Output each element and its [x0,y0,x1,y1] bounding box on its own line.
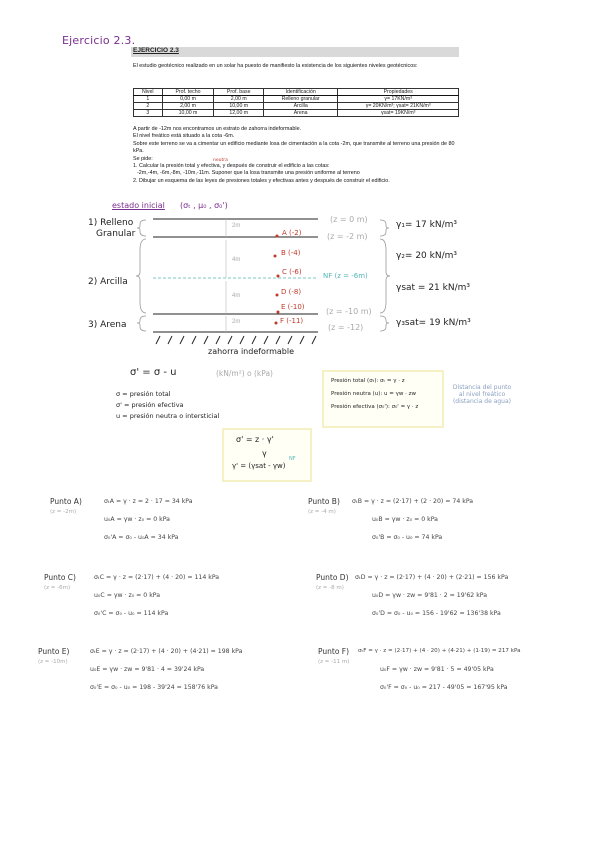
point-f-total: σₜF = γ · z = (2·17) + (4 · 20) + (4·21) + (1·19) = 217 kPa [358,648,521,654]
point-e-title: Punto E) [38,647,70,656]
bedrock-hatch [156,336,316,344]
point-e-cota: (z = -10m) [38,659,68,665]
page-heading: Ejercicio 2.3. [62,34,136,47]
layer-3-thickness: 2m [232,319,241,325]
layer-2-gamma-sat: γsat = 21 kN/m³ [396,283,470,293]
layer-2-gamma: γ₂= 20 kN/m³ [396,251,458,261]
layer-3-gamma-sat: γ₃sat= 19 kN/m³ [396,318,471,328]
table-cell: 2,00 m [214,96,263,103]
table-cell: 10,00 m [162,110,214,117]
point-f-effective: σ₀'F = σ₀ - u₀ = 217 - 49'05 = 167'95 kPa [380,684,508,691]
point-e-label: E (-10) [281,303,305,311]
formula-note-line3: (distancia de agua) [452,398,512,405]
layer-1-name: 1) Relleno [88,218,134,228]
depth-label-0: (z = 0 m) [330,215,368,224]
symbol-total: σ = presión total [116,390,171,398]
point-e-effective: σ₀'E = σ₀ - u₀ = 198 - 39'24 = 158'76 kPa [90,684,218,691]
table-cell: 2,00 m [162,103,214,110]
formula-note-line2: al nivel freático [458,391,506,398]
point-d-label: D (-8) [281,288,302,296]
effective-weight-gamma: γ [262,449,267,458]
diagram-title: estado inicial [112,201,165,210]
exercise-para-3: Sobre este terreno se va a cimentar un edificio mediante losa de cimentación a la cota -2m, que transmite al terreno una presión de 80 kPa. [133,141,455,154]
task-intro: Se pide: [133,156,153,162]
table-cell: γ= 20KN/m³; γsat= 21KN/m³ [338,103,459,110]
table-header: Prof. base [214,89,263,96]
table-header: Propiedades [338,89,459,96]
brace-layer-2 [136,239,146,313]
point-a-marker [276,235,279,238]
point-d-title: Punto D) [316,573,349,582]
point-b-marker [274,255,277,258]
point-c-cota: (z = -6m) [44,585,71,591]
task-1b: -2m,-4m, -6m,-8m, -10m,-11m. Suponer que la losa transmite una presión uniforme al terreno [137,170,360,176]
layer-2-name: 2) Arcilla [88,277,128,287]
exercise-para-2: El nivel freático está situado a la cota -6m. [133,133,235,139]
formula-neutral: Presión neutra (u): u = γw · zw [331,391,416,397]
point-b-cota: (z = -4 m) [308,509,336,515]
effective-stress-equation: σ' = σ - u [130,367,177,378]
depth-label-10: (z = -10 m) [326,307,372,316]
point-f-cota: (z = -11 m) [318,659,350,665]
point-b-title: Punto B) [308,497,340,506]
point-d-neutral: u₀D = γw · zw = 9'81 · 2 = 19'62 kPa [372,592,488,599]
table-header: Nivel [134,89,163,96]
point-f-label: F (-11) [280,317,304,325]
diagram-title-vars: (σₜ , μ₀ , σ₀') [180,201,228,210]
point-c-marker [277,275,280,278]
point-b-total: σₜB = γ · z = (2·17) + (2 · 20) = 74 kPa [352,498,474,505]
point-d-effective: σ₀'D = σ₀ - u₀ = 156 - 19'62 = 136'38 kPa [372,610,501,617]
table-cell: Arena [263,110,337,117]
units-note: (kN/m²) o (kPa) [216,369,273,378]
bedrock-label: zahorra indeformable [208,347,295,356]
task-1: 1. Calcular la presión total y efectiva, y después de construir el edificio a las cotas: [133,163,330,169]
table-cell: γ= 17KN/m³ [338,96,459,103]
table-cell: 1 [134,96,163,103]
effective-weight-nf: NF [289,456,296,462]
formula-total: Presión total (σₜ): σₜ = γ · z [331,378,405,384]
depth-label-nf: NF (z = -6m) [323,272,368,280]
table-cell: 12,00 m [214,110,263,117]
point-b-neutral: u₀B = γw · z₀ = 0 kPa [372,516,438,523]
table-cell: 2 [134,103,163,110]
point-f-title: Punto F) [318,647,350,656]
point-d-marker [276,294,279,297]
point-a-effective: σ₀'A = σ₀ - u₀A = 34 kPa [104,534,179,541]
table-cell: γsat= 19KN/m³ [338,110,459,117]
point-a-total: σₜA = γ · z = 2 · 17 = 34 kPa [104,498,193,505]
layer-1-name-line2: Granular [96,229,136,239]
table-cell: Arcilla [263,103,337,110]
formula-note-line1: Distancia del punto [452,384,512,391]
table-cell: 3 [134,110,163,117]
brace-layer-3 [137,316,146,331]
point-d-total: σₜD = γ · z = (2·17) + (4 · 20) + (2·21) = 156 kPa [355,574,509,581]
layer-1-thickness: 2m [232,223,241,229]
layer-1-gamma: γ₁= 17 kN/m³ [396,220,458,230]
point-b-effective: σ₀'B = σ₀ - u₀ = 74 kPa [372,534,443,541]
point-a-title: Punto A) [50,497,82,506]
layer-2-thickness-top: 4m [232,257,241,263]
task-2: 2. Dibujar un esquema de las leyes de presiones totales y efectivas antes y después de construir el edificio. [133,178,390,184]
point-c-total: σₜC = γ · z = (2·17) + (4 · 20) = 114 kPa [94,574,220,581]
point-f-marker [275,322,278,325]
depth-label-12: (z = -12) [328,323,364,332]
point-f-neutral: u₀F = γw · zw = 9'81 · 5 = 49'05 kPa [380,666,494,673]
formula-effective: Presión efectiva (σ₀'): σ₀' = γ · z [331,404,419,410]
point-e-marker [277,311,280,314]
table-cell: Relleno granular [263,96,337,103]
exercise-para-1: A partir de -12m nos encontramos un estrato de zahorra indeformable. [133,126,302,132]
exercise-intro: El estudio geotécnico realizado en un solar ha puesto de manifiesto la existencia de los siguientes niveles geotécnicos: [133,63,418,69]
table-cell: 0,00 m [162,96,214,103]
point-b-label: B (-4) [281,249,301,257]
table-header: Identificación [263,89,337,96]
point-c-label: C (-6) [282,268,302,276]
effective-weight-formula: σ' = z · γ' [236,435,274,444]
task-note: neutra [213,158,228,163]
point-c-title: Punto C) [44,573,76,582]
depth-label-2: (z = -2 m) [327,232,368,241]
exercise-title: EJERCICIO 2.3 [133,47,179,54]
point-a-neutral: u₀A = γw · z₀ = 0 kPa [104,516,170,523]
table-header: Prof. techo [162,89,214,96]
table-cell: 10,00 m [214,103,263,110]
layer-3-name: 3) Arena [88,320,127,330]
point-c-neutral: u₀C = γw · z₀ = 0 kPa [94,592,161,599]
symbol-neutral: u = presión neutra o intersticial [116,412,220,420]
formula-note [448,384,516,405]
point-a-cota: (z = -2m) [50,509,77,515]
brace-layer-1 [137,220,146,236]
point-d-cota: (z = -8 m) [316,585,344,591]
point-e-neutral: u₀E = γw · zw = 9'81 · 4 = 39'24 kPa [90,666,205,673]
layer-2-thickness-bottom: 4m [232,293,241,299]
point-e-total: σₜE = γ · z = (2·17) + (4 · 20) + (4·21) = 198 kPa [90,648,243,655]
symbol-effective: σ' = presión efectiva [116,401,184,409]
point-a-label: A (-2) [282,229,302,237]
effective-weight-definition: γ' = (γsat - γw) [232,462,286,470]
point-c-effective: σ₀'C = σ₀ - u₀ = 114 kPa [94,610,169,617]
